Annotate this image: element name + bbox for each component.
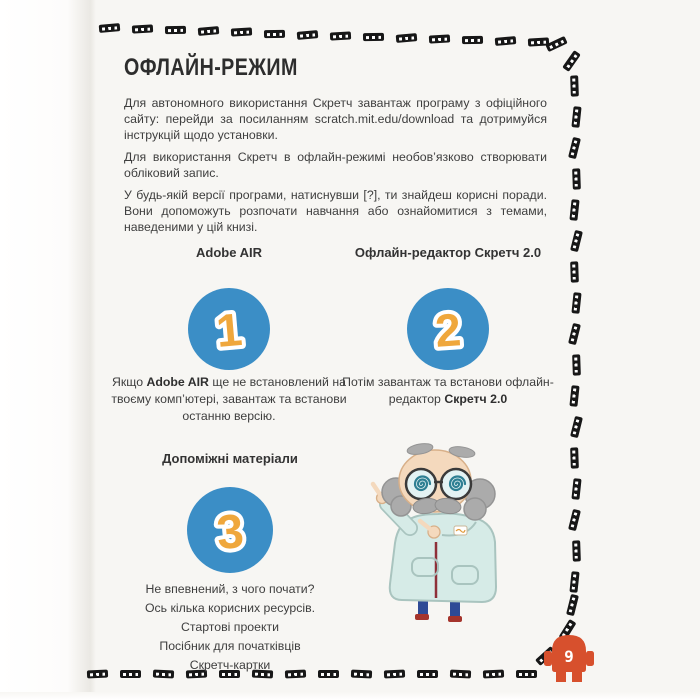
step-heading: Допоміжні матеріали [162,451,298,466]
resources-line: Стартові проекти [181,620,279,634]
paragraph-download: Для автономного використання Скретч завантаж програму з офіційного сайту: перейди за посиланням scratch.mit.edu/download та дотримуйся інструкцій щодо установки. [124,96,547,142]
resources-line: Скретч-картки [189,658,271,672]
resources-line: Посібник для початківців [159,639,301,653]
film-strip-segment [450,670,471,679]
film-strip-segment [87,670,108,679]
step-number: 2 [433,303,463,357]
step-number: 1 [214,302,245,358]
film-strip-segment [572,540,581,561]
step-adobe-air [111,246,347,425]
resources-line: Ось кілька корисних ресурсів. [144,601,316,615]
film-strip-segment [570,261,579,282]
film-strip-segment [571,106,581,128]
film-strip-segment [569,199,579,221]
step-heading: Офлайн-редактор Скретч 2.0 [354,245,542,260]
film-strip-segment [570,230,583,252]
film-strip-segment [570,416,583,438]
film-strip-segment [483,670,504,679]
step-number-circle-2 [407,288,489,370]
film-strip-segment [165,26,186,34]
step-number: 3 [214,504,246,561]
film-strip-segment [363,33,384,41]
film-strip-segment [572,168,581,189]
film-strip-segment [132,25,153,34]
film-strip-segment [198,26,220,36]
film-strip-segment [516,670,537,678]
paragraph-account: Для використання Скретч в офлайн-режимі необов’язково створювати обліковий запис. [124,150,547,180]
step-text-pre: Якщо [112,375,147,389]
step-scratch-editor [330,246,566,408]
resources-line: Не впевнений, з чого почати? [145,582,315,596]
step-resources [112,452,348,675]
professor-illustration [368,436,548,626]
film-strip-segment [297,30,319,40]
page-number-robot [543,630,595,686]
film-strip-segment [396,33,418,43]
step-text-pre: Потім завантаж та встанови офлайн-редактор [342,375,554,406]
film-strip-segment [566,594,579,616]
film-strip-segment [99,23,121,33]
film-strip-segment [495,36,517,46]
intro-paragraphs [124,95,547,241]
step-text [330,374,566,408]
film-strip-segment [330,31,351,40]
film-strip-segment [568,509,581,531]
step-text-bold: Скретч 2.0 [444,392,508,406]
film-strip-segment [568,137,581,159]
film-strip-segment [570,75,579,96]
film-strip-segment [351,670,372,679]
resources-list [112,580,348,675]
film-strip-segment [570,447,579,468]
film-strip-segment [231,28,252,37]
step-text [111,374,347,425]
film-strip-segment [264,29,285,37]
paragraph-tips: У будь-якій версії програми, натиснувши [?], ти знайдеш корисні поради. Вони допоможуть розпочати навчання або ознайомитися з темами, наведеними у цій книзі. [124,188,547,234]
film-strip-segment [417,670,438,678]
step-text-post: ще не встановлений на твоєму комп’ютері, завантаж та встанови останню версію. [111,375,347,423]
film-strip-segment [568,323,581,345]
film-strip-segment [462,36,483,44]
step-number-circle-1 [188,288,270,370]
step-text-bold: Adobe AIR [146,375,209,389]
film-strip-segment [572,354,581,375]
step-heading: Adobe AIR [196,245,262,260]
film-strip-segment [562,50,581,72]
step-number-circle-3 [187,487,273,573]
film-strip-segment [571,478,581,500]
film-strip-segment [569,571,579,593]
page-left-edge [0,0,96,700]
film-strip-segment [571,292,581,314]
page-title: ОФЛАЙН-РЕЖИМ [124,54,298,81]
film-strip-segment [569,385,579,407]
film-strip-segment [429,34,450,43]
page-number: 9 [564,647,574,666]
film-strip-segment [384,670,405,679]
page-bottom-edge [0,692,700,700]
